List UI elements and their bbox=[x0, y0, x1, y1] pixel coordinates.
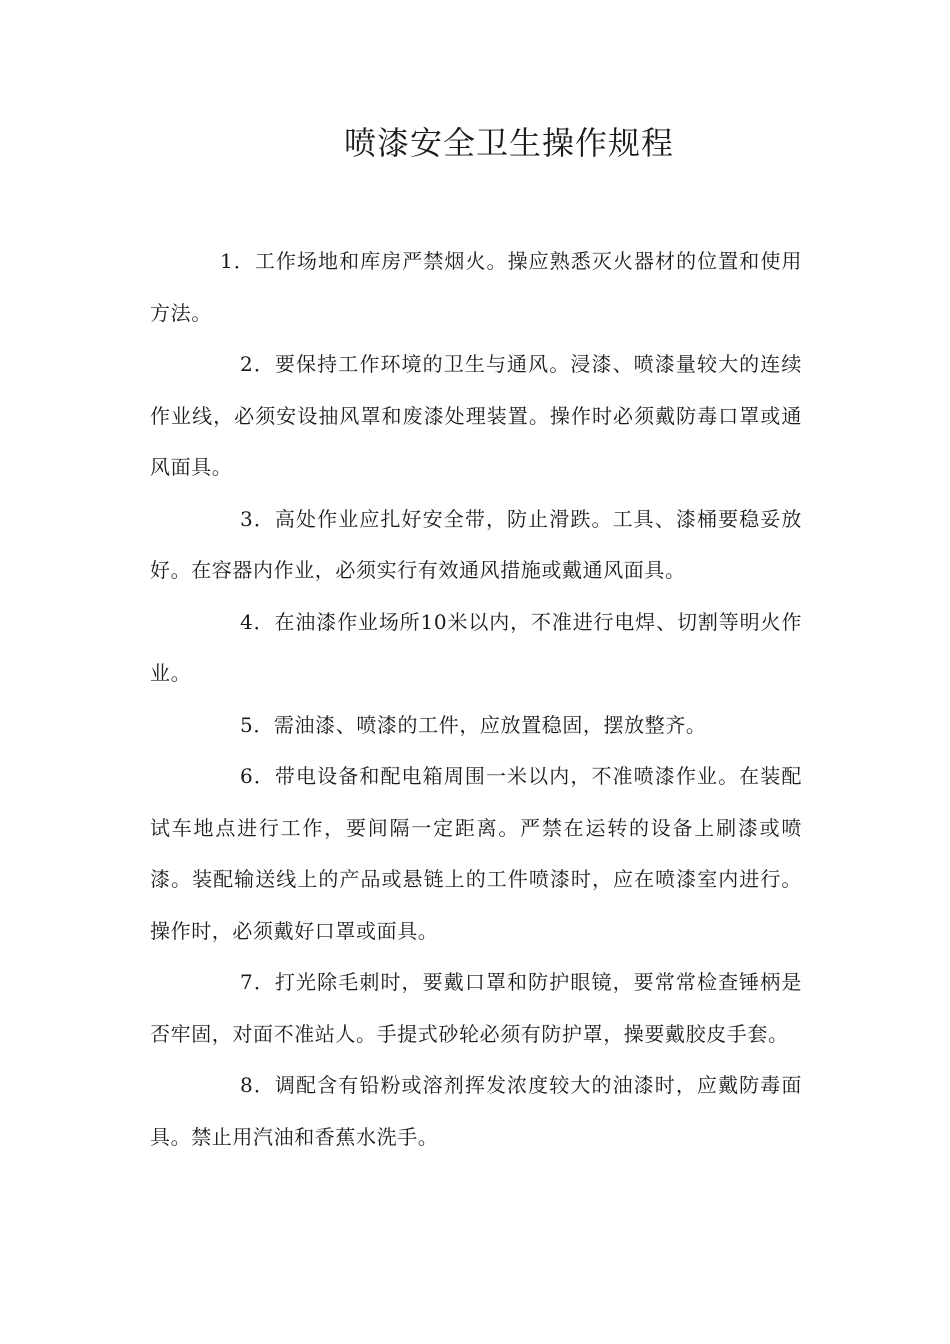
clause-8: 8．调配含有铅粉或溶剂挥发浓度较大的油漆时，应戴防毒面具。禁止用汽油和香蕉水洗手。 bbox=[150, 1073, 802, 1149]
clause-3: 3．高处作业应扎好安全带，防止滑跌。工具、漆桶要稳妥放好。在容器内作业，必须实行有效通风措施或戴通风面具。 bbox=[150, 506, 802, 582]
document-title: 喷漆安全卫生操作规程 bbox=[343, 124, 674, 162]
clause-1: 1．工作场地和库房严禁烟火。操应熟悉灭火器材的位置和使用方法。 bbox=[150, 249, 802, 325]
clause-7: 7．打光除毛刺时，要戴口罩和防护眼镜，要常常检查锤柄是否牢固，对面不准站人。手提式砂轮必须有防护罩，操要戴胶皮手套。 bbox=[150, 970, 802, 1046]
clause-6: 6．带电设备和配电箱周围一米以内，不准喷漆作业。在装配试车地点进行工作，要间隔一定距离。严禁在运转的设备上刷漆或喷漆。装配输送线上的产品或悬链上的工件喷漆时，应在喷漆室内进行。操作时，必须戴好口罩或面具。 bbox=[150, 764, 802, 943]
clause-4: 4．在油漆作业场所10米以内，不准进行电焊、切割等明火作业。 bbox=[150, 609, 802, 685]
clause-2: 2．要保持工作环境的卫生与通风。浸漆、喷漆量较大的连续作业线，必须安设抽风罩和废漆处理装置。操作时必须戴防毒口罩或通风面具。 bbox=[150, 352, 802, 479]
document-body bbox=[150, 236, 802, 1163]
clause-5: 5．需油漆、喷漆的工件，应放置稳固，摆放整齐。 bbox=[240, 712, 707, 737]
